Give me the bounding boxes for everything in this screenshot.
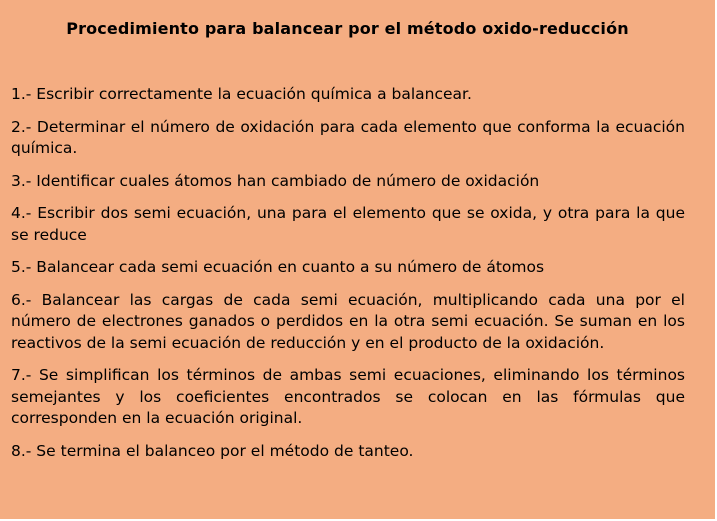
step-4: 4.- Escribir dos semi ecuación, una para el elemento que se oxida, y otra para la que se reduce <box>11 204 685 244</box>
step-6: 6.- Balancear las cargas de cada semi ecuación, multiplicando cada una por el número de electrones ganados o perdidos en la otra semi ecuación. Se suman en los reactivos de la semi ecuación de reducción y en el producto de la oxidación. <box>11 290 685 352</box>
procedure-steps-list <box>11 84 685 462</box>
step-7: 7.- Se simplifican los términos de ambas semi ecuaciones, eliminando los términos semejantes y los coeficientes encontrados se colocan en las fórmulas que corresponden en la ecuación original. <box>11 366 685 427</box>
step-2: 2.- Determinar el número de oxidación para cada elemento que conforma la ecuación química. <box>11 117 685 157</box>
step-3: 3.- Identificar cuales átomos han cambiado de número de oxidación <box>11 171 540 190</box>
step-8: 8.- Se termina el balanceo por el método de tanteo. <box>11 441 414 460</box>
page-title: Procedimiento para balancear por el método oxido-reducción <box>66 19 629 38</box>
step-1: 1.- Escribir correctamente la ecuación química a balancear. <box>11 85 472 103</box>
step-5: 5.- Balancear cada semi ecuación en cuanto a su número de átomos <box>11 258 545 276</box>
